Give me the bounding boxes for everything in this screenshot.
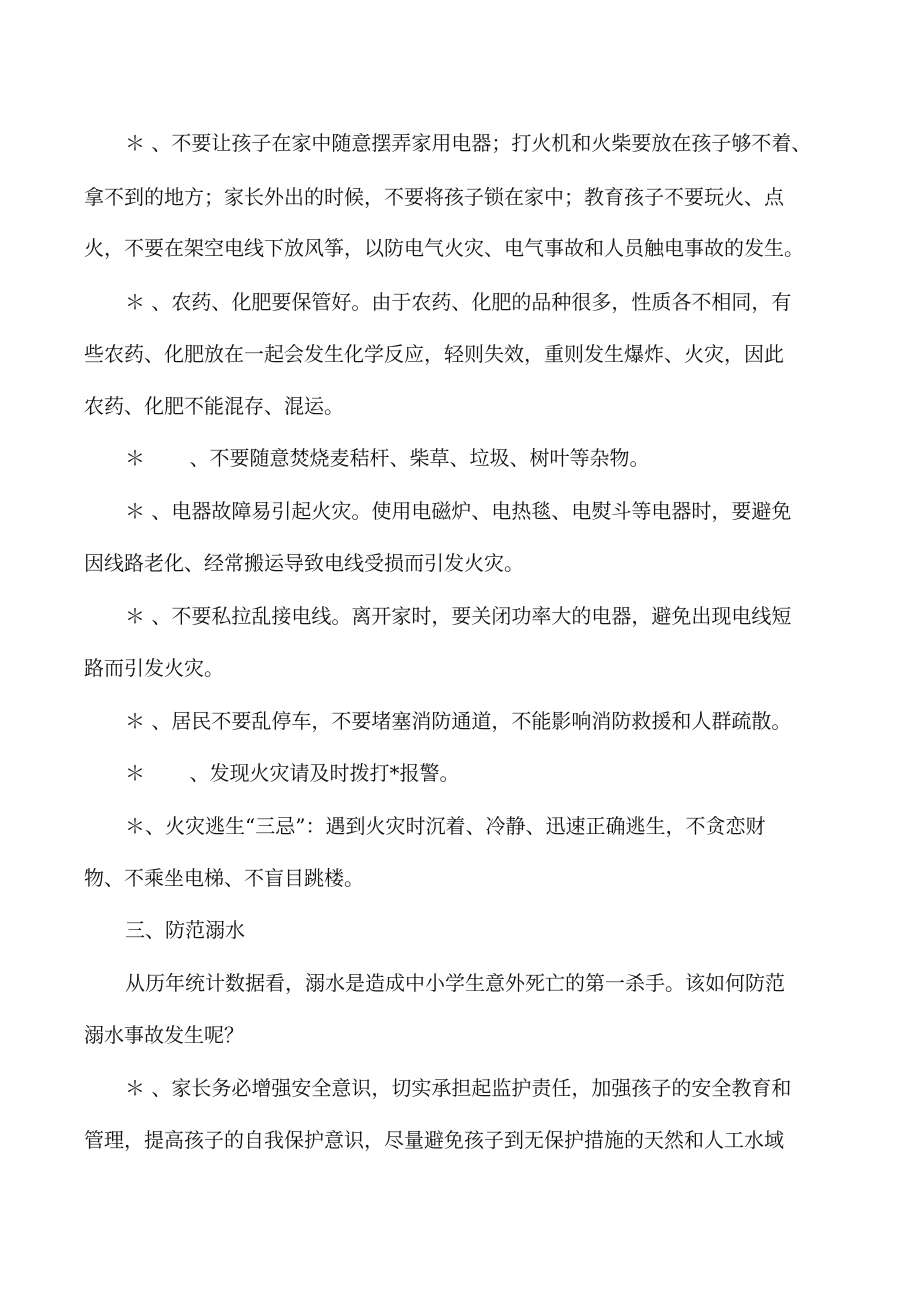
text-line: 管理，提高孩子的自我保护意识，尽量避免孩子到无保护措施的天然和人工水域 [84, 1128, 784, 1152]
text-line: ＊ 、发现火灾请及时拨打*报警。 [125, 761, 460, 785]
text-line: ＊ 、家长务必增强安全意识，切实承担起监护责任，加强孩子的安全教育和 [125, 1076, 792, 1100]
text-line: 些农药、化肥放在一起会发生化学反应，轻则失效，重则发生爆炸、火灾，因此 [84, 342, 784, 366]
text-line: ＊ 、不要随意焚烧麦秸杆、柴草、垃圾、树叶等杂物。 [125, 446, 650, 470]
text-line: ＊ 、农药、化肥要保管好。由于农药、化肥的品种很多，性质各不相同，有 [125, 290, 792, 314]
section-heading: 三、防范溺水 [125, 918, 245, 942]
text-line: ＊ 、不要私拉乱接电线。离开家时，要关闭功率大的电器，避免出现电线短 [125, 604, 792, 628]
text-line: ＊ 、电器故障易引起火灾。使用电磁炉、电热毯、电熨斗等电器时，要避免 [125, 499, 792, 523]
text-line: 火，不要在架空电线下放风筝，以防电气火灾、电气事故和人员触电事故的发生。 [84, 236, 804, 260]
text-line: ＊、火灾逃生“三忌”：遇到火灾时沉着、冷静、迅速正确逃生，不贪恋财 [125, 814, 766, 838]
text-line: 拿不到的地方；家长外出的时候，不要将孩子锁在家中；教育孩子不要玩火、点 [84, 185, 784, 209]
text-line: 物、不乘坐电梯、不盲目跳楼。 [84, 866, 364, 890]
text-line: ＊ 、居民不要乱停车，不要堵塞消防通道，不能影响消防救援和人群疏散。 [125, 709, 792, 733]
text-line: 路而引发火灾。 [84, 656, 224, 680]
text-line: ＊ 、不要让孩子在家中随意摆弄家用电器；打火机和火柴要放在孩子够不着、 [125, 131, 812, 155]
text-line: 农药、化肥不能混存、混运。 [84, 394, 344, 418]
text-line: 溺水事故发生呢？ [84, 1023, 244, 1047]
text-line: 因线路老化、经常搬运导致电线受损而引发火灾。 [84, 551, 524, 575]
text-line: 从历年统计数据看，溺水是造成中小学生意外死亡的第一杀手。该如何防范 [125, 971, 785, 995]
